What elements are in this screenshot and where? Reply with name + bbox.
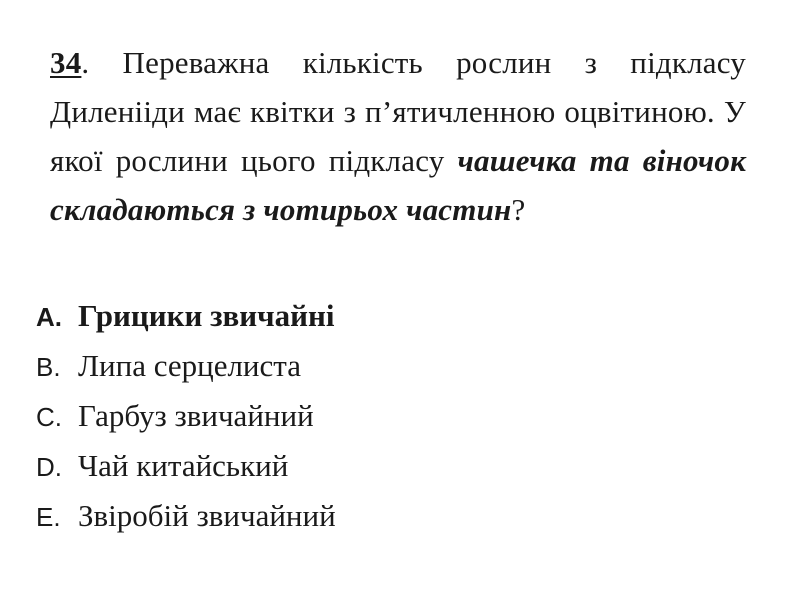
option-letter: D. bbox=[36, 452, 62, 482]
option-label: Грицики звичайні bbox=[78, 298, 335, 333]
option-d[interactable] bbox=[36, 448, 336, 498]
option-label: Липа серцелиста bbox=[78, 348, 301, 383]
option-label: Звіробій звичайний bbox=[78, 498, 336, 533]
option-letter: B. bbox=[36, 352, 61, 382]
option-letter: E. bbox=[36, 502, 61, 532]
option-letter: C. bbox=[36, 402, 62, 432]
option-label: Гарбуз звичайний bbox=[78, 398, 314, 433]
option-label: Чай китайський bbox=[78, 448, 289, 483]
option-e[interactable] bbox=[36, 498, 336, 548]
option-b[interactable] bbox=[36, 348, 336, 398]
answer-options bbox=[36, 298, 336, 548]
option-a[interactable] bbox=[36, 298, 336, 348]
question-emphasis: чашечка та віночок складаються з чотирьох частин bbox=[50, 143, 746, 227]
question-text bbox=[50, 38, 746, 234]
option-letter: A. bbox=[36, 302, 62, 332]
question-body: . Переважна кількість рослин з підкласу Диленііди має квітки з п’ятичленною оцвітиною. У якої рослини цього підкласу bbox=[50, 45, 746, 178]
question-mark: ? bbox=[511, 192, 526, 227]
option-c[interactable] bbox=[36, 398, 336, 448]
question-number: 34 bbox=[50, 45, 82, 80]
